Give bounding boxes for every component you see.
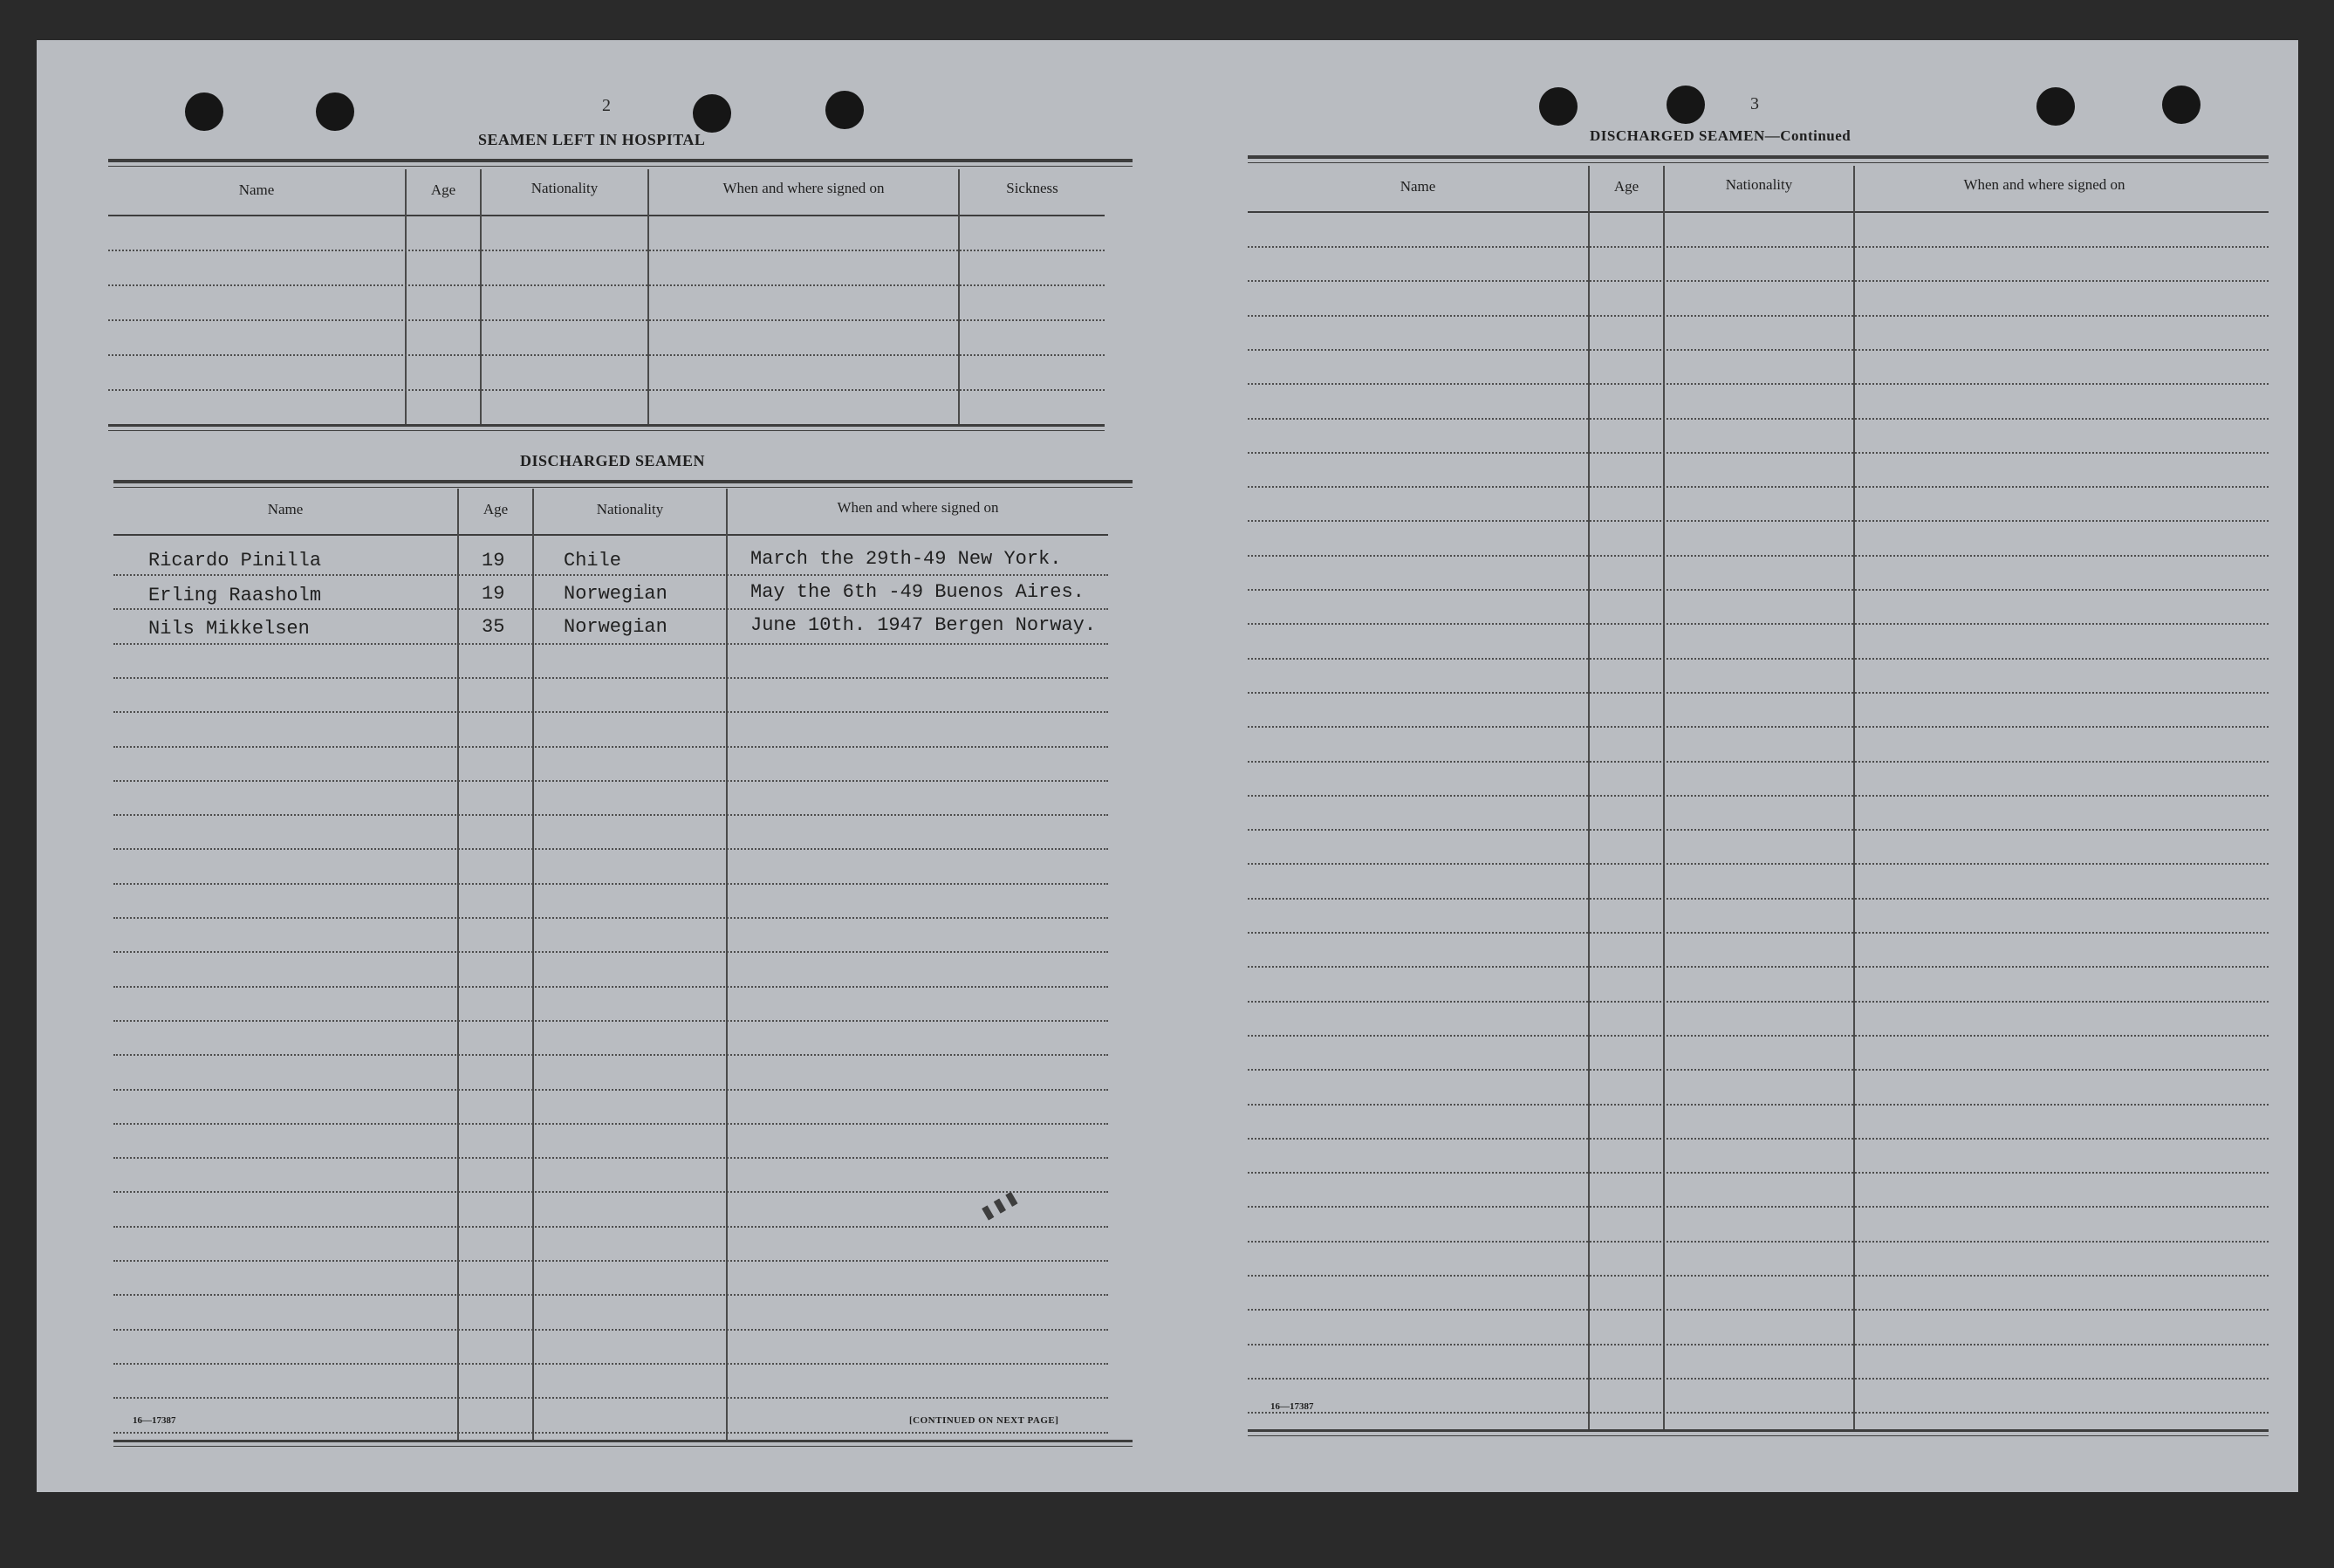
ruled-row-line [1248, 795, 2269, 797]
ruled-row-line [1248, 589, 2269, 591]
hospital-col-divider [958, 169, 960, 424]
ruled-row-line [113, 848, 1108, 850]
ruled-row-line [1248, 863, 2269, 865]
hospital-row-line [108, 284, 1105, 286]
seaman-signed-on: May the 6th -49 Buenos Aires. [750, 581, 1085, 603]
discharged-bottom-rule [113, 1440, 1133, 1442]
ruled-row-line [113, 1226, 1108, 1228]
document-sheet [37, 40, 2298, 1492]
punch-hole [693, 94, 731, 133]
ruled-row-line [113, 608, 1108, 610]
ruled-row-line [1248, 1309, 2269, 1311]
punch-hole [316, 92, 354, 131]
hospital-header-rule [108, 215, 1105, 216]
discharged-col-signed-on: When and where signed on [837, 499, 999, 516]
ruled-row-line [113, 574, 1108, 576]
hospital-top-rule [108, 159, 1133, 162]
ruled-row-line [113, 780, 1108, 782]
ruled-row-line [1248, 555, 2269, 557]
ruled-row-line [113, 1089, 1108, 1091]
ruled-row-line [1248, 1206, 2269, 1208]
ruled-row-line [113, 677, 1108, 679]
seaman-nationality: Norwegian [564, 616, 667, 638]
hospital-col-age: Age [430, 181, 456, 198]
continued-note: [CONTINUED ON NEXT PAGE] [909, 1415, 1059, 1426]
seaman-signed-on: June 10th. 1947 Bergen Norway. [750, 614, 1097, 636]
ruled-row-line [1248, 623, 2269, 625]
punch-hole [2162, 86, 2201, 124]
right-top-rule [1248, 155, 2269, 159]
ruled-row-line [1248, 1035, 2269, 1037]
ruled-row-line [1248, 1378, 2269, 1380]
right-bottom-rule [1248, 1429, 2269, 1432]
discharged-col-divider [532, 489, 534, 1440]
punch-hole [825, 91, 864, 129]
ruled-row-line [113, 1363, 1108, 1365]
page-number-left: 2 [602, 96, 611, 115]
ruled-row-line [113, 986, 1108, 988]
hospital-bottom-rule-thin [108, 430, 1105, 431]
right-top-rule-thin [1248, 162, 2269, 163]
discharged-col-divider [726, 489, 728, 1440]
ruled-row-line [113, 1294, 1108, 1296]
right-col-nationality: Nationality [1725, 176, 1793, 193]
hospital-col-divider [480, 169, 482, 424]
ruled-row-line [1248, 966, 2269, 968]
discharged-header-rule [113, 534, 1108, 536]
hospital-col-divider [405, 169, 407, 424]
hospital-row-line [108, 319, 1105, 321]
hospital-row-line [108, 354, 1105, 356]
ruled-row-line [1248, 726, 2269, 728]
right-section-title: DISCHARGED SEAMEN—Continued [1590, 127, 1851, 144]
hospital-col-nationality: Nationality [530, 180, 599, 196]
ruled-row-line [1248, 246, 2269, 248]
ruled-row-line [1248, 1104, 2269, 1106]
ruled-row-line [1248, 1069, 2269, 1071]
ruled-row-line [1248, 280, 2269, 282]
punch-hole [185, 92, 223, 131]
discharged-col-name: Name [267, 501, 304, 517]
hospital-col-name: Name [238, 181, 275, 198]
ruled-row-line [1248, 1275, 2269, 1277]
hospital-col-sickness: Sickness [1006, 180, 1058, 196]
ruled-row-line [1248, 349, 2269, 351]
discharged-bottom-rule-thin [113, 1446, 1133, 1447]
ruled-row-line [113, 1157, 1108, 1159]
discharged-col-nationality: Nationality [596, 501, 664, 517]
ruled-row-line [1248, 383, 2269, 385]
hospital-bottom-rule [108, 424, 1105, 427]
hospital-section-title: SEAMEN LEFT IN HOSPITAL [478, 131, 706, 148]
ruled-row-line [1248, 658, 2269, 660]
ruled-row-line [113, 1432, 1108, 1434]
hospital-col-divider [647, 169, 649, 424]
seaman-age: 19 [482, 550, 505, 572]
hospital-row-line [108, 389, 1105, 391]
right-col-signed-on: When and where signed on [1963, 176, 2125, 193]
form-number-left: 16—17387 [133, 1415, 176, 1426]
ruled-row-line [113, 883, 1108, 885]
right-col-name: Name [1400, 178, 1436, 195]
hospital-row-line [108, 250, 1105, 251]
ruled-row-line [1248, 1241, 2269, 1243]
ruled-row-line [113, 1020, 1108, 1022]
ruled-row-line [113, 1191, 1108, 1193]
seaman-age: 19 [482, 583, 505, 605]
discharged-col-divider [457, 489, 459, 1440]
ruled-row-line [113, 746, 1108, 748]
discharged-top-rule [113, 480, 1133, 483]
seaman-nationality: Chile [564, 550, 622, 572]
ruled-row-line [113, 1329, 1108, 1331]
ruled-row-line [1248, 1172, 2269, 1174]
ruled-row-line [113, 814, 1108, 816]
faint-stamp: ▮▮▮ [975, 1184, 1024, 1228]
ruled-row-line [1248, 932, 2269, 934]
discharged-col-age: Age [483, 501, 509, 517]
discharged-section-title: DISCHARGED SEAMEN [520, 452, 706, 469]
ruled-row-line [1248, 898, 2269, 900]
seaman-name: Erling Raasholm [148, 585, 322, 606]
ruled-row-line [1248, 761, 2269, 763]
form-number-right: 16—17387 [1270, 1401, 1314, 1412]
ruled-row-line [1248, 829, 2269, 831]
hospital-col-signed-on: When and where signed on [722, 180, 885, 196]
ruled-row-line [1248, 520, 2269, 522]
ruled-row-line [1248, 1138, 2269, 1140]
right-bottom-rule-thin [1248, 1435, 2269, 1436]
ruled-row-line [113, 1123, 1108, 1125]
ruled-row-line [113, 917, 1108, 919]
seaman-age: 35 [482, 616, 505, 638]
punch-hole [1667, 86, 1705, 124]
ruled-row-line [113, 1260, 1108, 1262]
seaman-nationality: Norwegian [564, 583, 667, 605]
discharged-top-rule-thin [113, 487, 1133, 488]
ruled-row-line [113, 1397, 1108, 1399]
page-number-right: 3 [1750, 94, 1759, 113]
ruled-row-line [1248, 315, 2269, 317]
ruled-row-line [113, 951, 1108, 953]
ruled-row-line [1248, 486, 2269, 488]
ruled-row-line [1248, 452, 2269, 454]
punch-hole [2036, 87, 2075, 126]
seaman-name: Nils Mikkelsen [148, 618, 310, 640]
ruled-row-line [1248, 692, 2269, 694]
punch-hole [1539, 87, 1578, 126]
ruled-row-line [1248, 1001, 2269, 1003]
ruled-row-line [113, 643, 1108, 645]
right-col-age: Age [1613, 178, 1639, 195]
right-header-rule [1248, 211, 2269, 213]
hospital-top-rule-thin [108, 166, 1133, 167]
ruled-row-line [113, 711, 1108, 713]
seaman-name: Ricardo Pinilla [148, 550, 322, 572]
ruled-row-line [1248, 1344, 2269, 1345]
seaman-signed-on: March the 29th-49 New York. [750, 548, 1062, 570]
ruled-row-line [1248, 418, 2269, 420]
ruled-row-line [1248, 1412, 2269, 1414]
ruled-row-line [113, 1054, 1108, 1056]
